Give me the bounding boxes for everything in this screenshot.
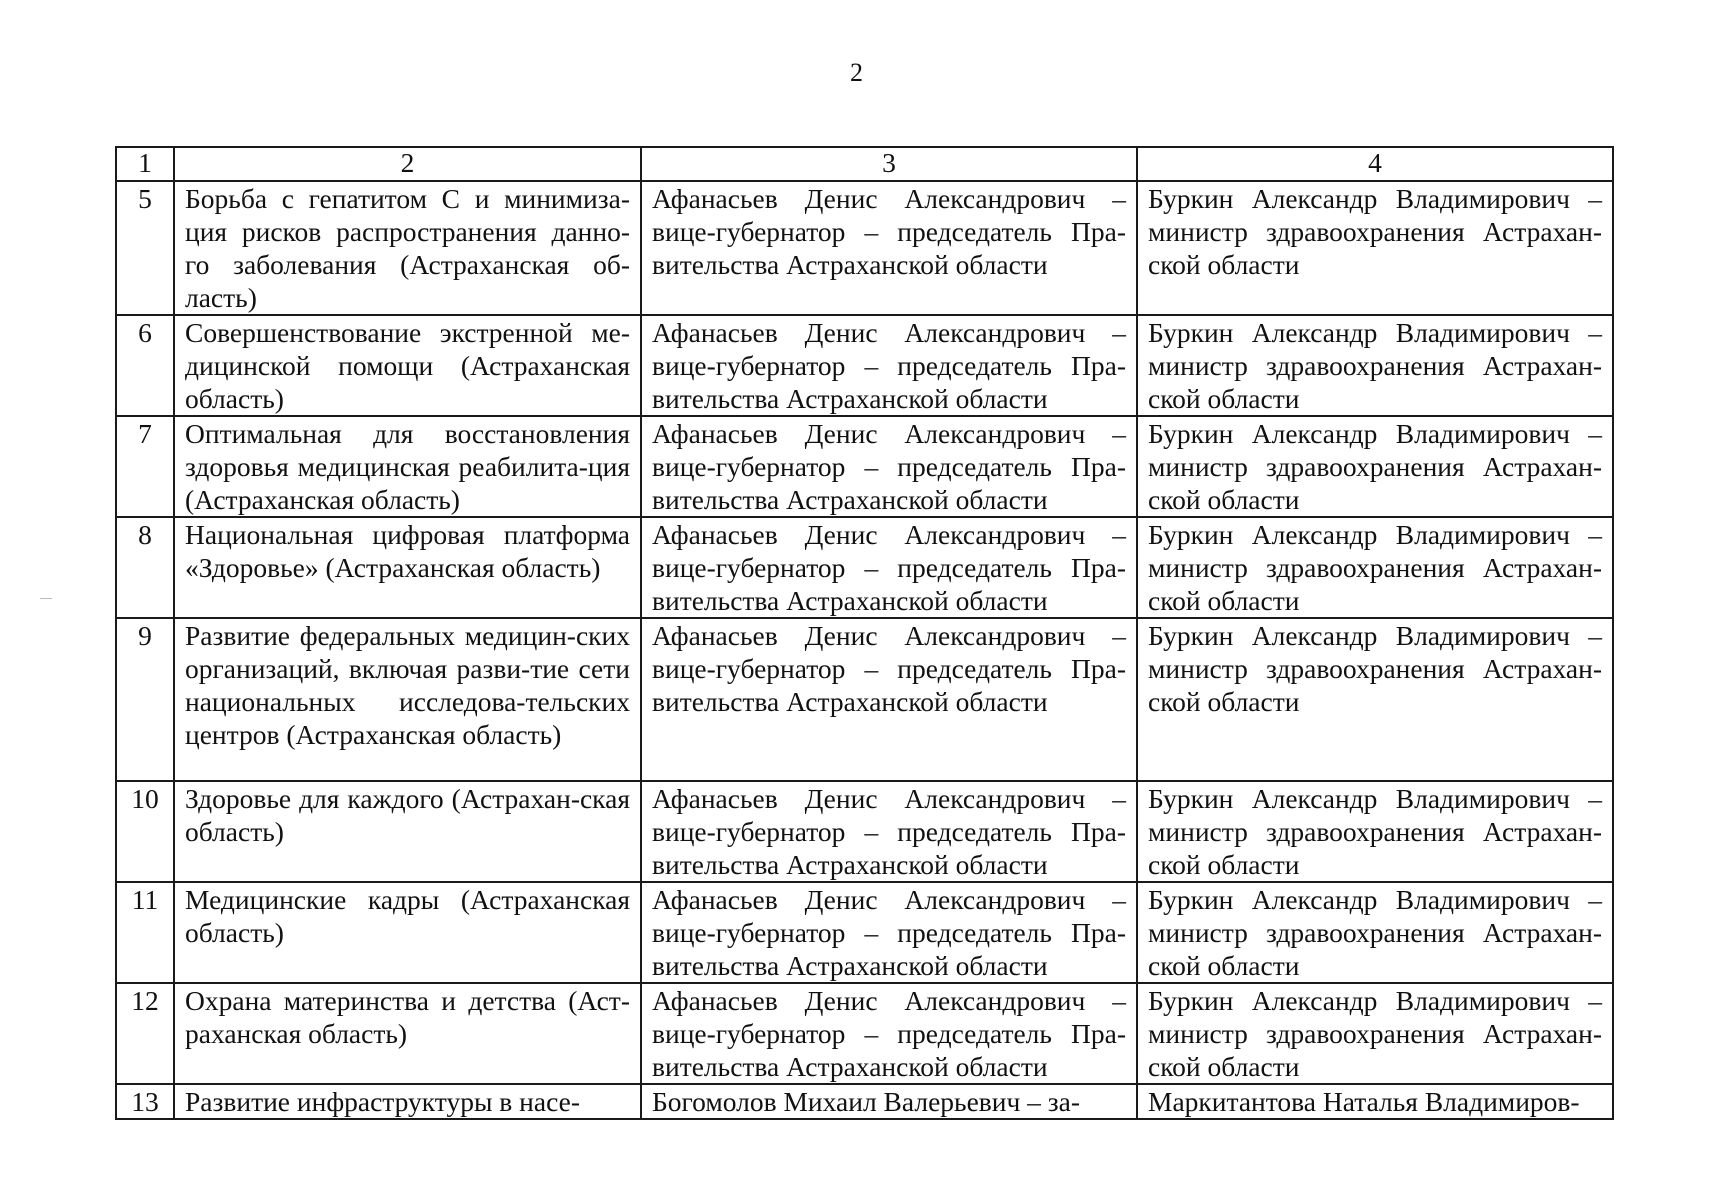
project-curator: Афанасьев Денис Александрович – вице-губернатор – председатель Пра-вительства Астраханской области — [641, 416, 1137, 517]
project-curator: Афанасьев Денис Александрович – вице-губернатор – председатель Пра-вительства Астраханской области — [641, 181, 1137, 315]
project-head: Буркин Александр Владимирович – министр здравоохранения Астрахан-ской области — [1137, 181, 1613, 315]
project-name: Развитие федеральных медицин-ских организаций, включая разви-тие сети национальных исследова-тельских центров (Астраханская область) — [174, 618, 641, 781]
table-row — [116, 882, 1613, 983]
project-head: Буркин Александр Владимирович – министр здравоохранения Астрахан-ской области — [1137, 983, 1613, 1084]
row-number: 12 — [116, 983, 174, 1084]
project-name: Охрана материнства и детства (Аст-раханская область) — [174, 983, 641, 1084]
project-head: Буркин Александр Владимирович – министр здравоохранения Астрахан-ской области — [1137, 882, 1613, 983]
row-number: 11 — [116, 882, 174, 983]
table-row — [116, 983, 1613, 1084]
projects-table — [115, 146, 1614, 1120]
project-name: Оптимальная для восстановления здоровья медицинская реабилита-ция (Астраханская область) — [174, 416, 641, 517]
project-curator: Богомолов Михаил Валерьевич – за- — [641, 1084, 1137, 1119]
project-head: Маркитантова Наталья Владимиров- — [1137, 1084, 1613, 1119]
table-row — [116, 517, 1613, 618]
project-name: Здоровье для каждого (Астрахан-ская область) — [174, 781, 641, 882]
table-row — [116, 618, 1613, 781]
project-curator: Афанасьев Денис Александрович – вице-губернатор – председатель Пра-вительства Астраханской области — [641, 882, 1137, 983]
column-header-head: 4 — [1137, 147, 1613, 181]
table-row — [116, 1084, 1613, 1119]
column-header-curator: 3 — [641, 147, 1137, 181]
row-number: 8 — [116, 517, 174, 618]
row-number: 10 — [116, 781, 174, 882]
project-head: Буркин Александр Владимирович – министр здравоохранения Астрахан-ской области — [1137, 618, 1613, 781]
table-row — [116, 416, 1613, 517]
table-row — [116, 181, 1613, 315]
project-curator: Афанасьев Денис Александрович – вице-губернатор – председатель Пра-вительства Астраханской области — [641, 618, 1137, 781]
project-name: Медицинские кадры (Астраханская область) — [174, 882, 641, 983]
project-name: Национальная цифровая платформа «Здоровье» (Астраханская область) — [174, 517, 641, 618]
row-number: 7 — [116, 416, 174, 517]
page-number: 2 — [850, 58, 863, 87]
project-curator: Афанасьев Денис Александрович – вице-губернатор – председатель Пра-вительства Астраханской области — [641, 781, 1137, 882]
table-row — [116, 315, 1613, 416]
table-row — [116, 781, 1613, 882]
project-curator: Афанасьев Денис Александрович – вице-губернатор – председатель Пра-вительства Астраханской области — [641, 315, 1137, 416]
project-name: Совершенствование экстренной ме-дицинской помощи (Астраханская область) — [174, 315, 641, 416]
project-curator: Афанасьев Денис Александрович – вице-губернатор – председатель Пра-вительства Астраханской области — [641, 983, 1137, 1084]
column-header-project: 2 — [174, 147, 641, 181]
project-head: Буркин Александр Владимирович – министр здравоохранения Астрахан-ской области — [1137, 416, 1613, 517]
table-header-row — [116, 147, 1613, 181]
project-name: Развитие инфраструктуры в насе- — [174, 1084, 641, 1119]
row-number: 6 — [116, 315, 174, 416]
row-number: 13 — [116, 1084, 174, 1119]
scan-mark — [40, 598, 52, 599]
project-head: Буркин Александр Владимирович – министр здравоохранения Астрахан-ской области — [1137, 517, 1613, 618]
row-number: 5 — [116, 181, 174, 315]
project-head: Буркин Александр Владимирович – министр здравоохранения Астрахан-ской области — [1137, 781, 1613, 882]
project-curator: Афанасьев Денис Александрович – вице-губернатор – председатель Пра-вительства Астраханской области — [641, 517, 1137, 618]
row-number: 9 — [116, 618, 174, 781]
project-name: Борьба с гепатитом С и минимиза-ция рисков распространения данно-го заболевания (Астраханская об-ласть) — [174, 181, 641, 315]
column-header-number: 1 — [116, 147, 174, 181]
project-head: Буркин Александр Владимирович – министр здравоохранения Астрахан-ской области — [1137, 315, 1613, 416]
